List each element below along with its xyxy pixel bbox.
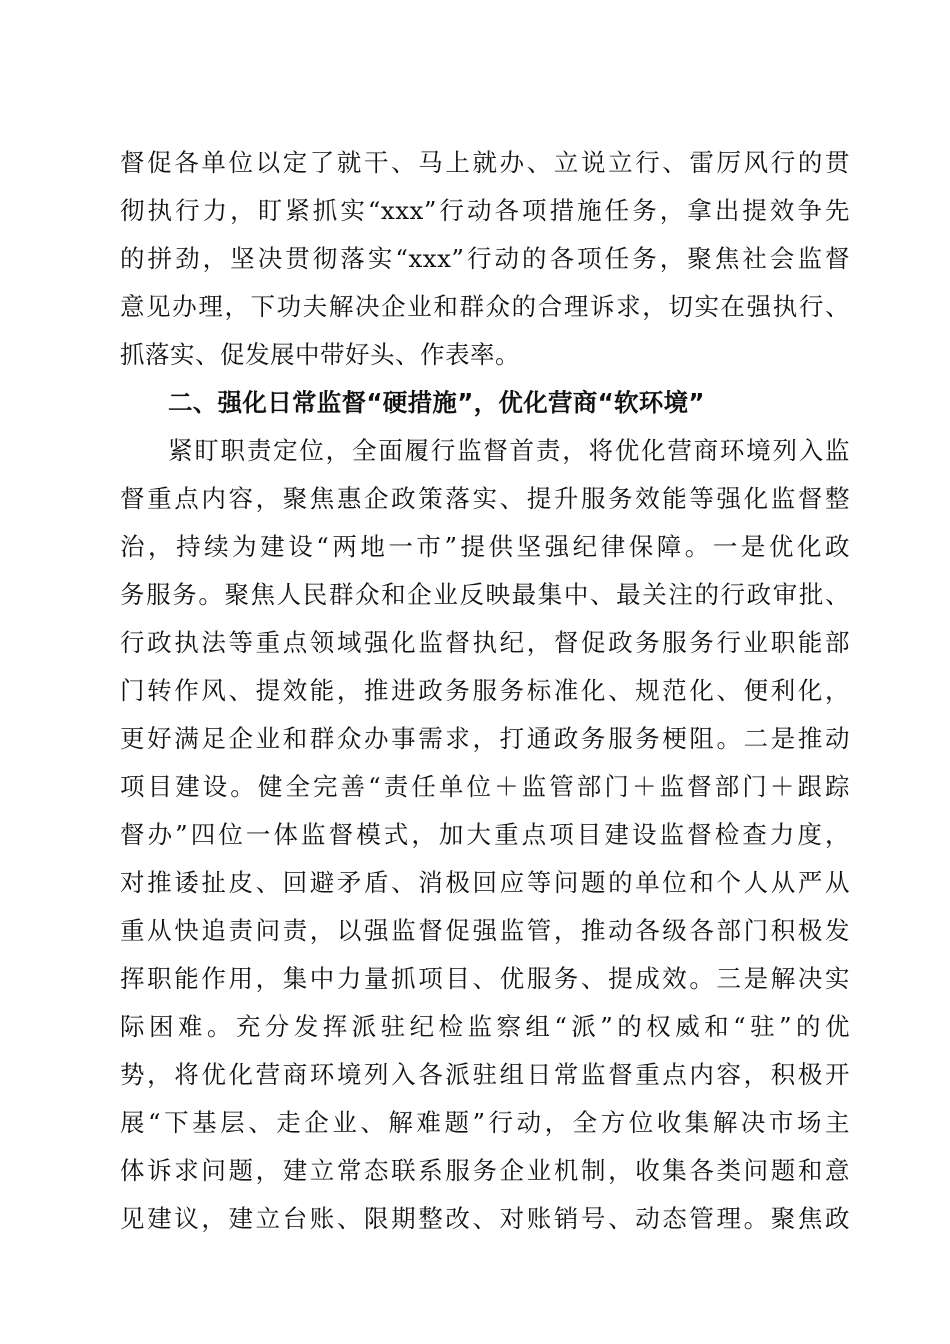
paragraph-line: 重从快追责问责，以强监督促强监管，推动各级各部门积极发 <box>120 916 850 945</box>
paragraph-line: 对推诿扯皮、回避矛盾、消极回应等问题的单位和个人从严从 <box>120 868 850 897</box>
paragraph-line: 项目建设。健全完善“责任单位＋监管部门＋监督部门＋跟踪 <box>120 772 850 801</box>
paragraph-line: 展“下基层、走企业、解难题”行动，全方位收集解决市场主 <box>120 1108 850 1137</box>
paragraph-line: 体诉求问题，建立常态联系服务企业机制，收集各类问题和意 <box>120 1156 850 1185</box>
paragraph-line: 务服务。聚焦人民群众和企业反映最集中、最关注的行政审批、 <box>120 580 850 609</box>
paragraph-line: 的拼劲，坚决贯彻落实“xxx”行动的各项任务，聚焦社会监督 <box>120 244 850 273</box>
section-heading: 二、强化日常监督“硬措施”，优化营商“软环境” <box>168 388 705 417</box>
paragraph-line: 挥职能作用，集中力量抓项目、优服务、提成效。三是解决实 <box>120 964 850 993</box>
paragraph-line: 际困难。充分发挥派驻纪检监察组“派”的权威和“驻”的优 <box>120 1012 850 1041</box>
paragraph-line: 紧盯职责定位，全面履行监督首责，将优化营商环境列入监 <box>168 436 850 465</box>
paragraph-line: 见建议，建立台账、限期整改、对账销号、动态管理。聚焦政 <box>120 1204 850 1233</box>
paragraph-line: 治，持续为建设“两地一市”提供坚强纪律保障。一是优化政 <box>120 532 850 561</box>
paragraph-line: 督促各单位以定了就干、马上就办、立说立行、雷厉风行的贯 <box>120 148 850 177</box>
paragraph-line: 意见办理，下功夫解决企业和群众的合理诉求，切实在强执行、 <box>120 292 850 321</box>
paragraph-line: 督办”四位一体监督模式，加大重点项目建设监督检查力度， <box>120 820 850 849</box>
paragraph-line: 抓落实、促发展中带好头、作表率。 <box>120 340 520 369</box>
paragraph-line: 彻执行力，盯紧抓实“xxx”行动各项措施任务，拿出提效争先 <box>120 196 850 225</box>
paragraph-line: 更好满足企业和群众办事需求，打通政务服务梗阻。二是推动 <box>120 724 850 753</box>
paragraph-line: 势，将优化营商环境列入各派驻组日常监督重点内容，积极开 <box>120 1060 850 1089</box>
paragraph-line: 门转作风、提效能，推进政务服务标准化、规范化、便利化， <box>120 676 850 705</box>
paragraph-line: 行政执法等重点领域强化监督执纪，督促政务服务行业职能部 <box>120 628 850 657</box>
paragraph-line: 督重点内容，聚焦惠企政策落实、提升服务效能等强化监督整 <box>120 484 850 513</box>
